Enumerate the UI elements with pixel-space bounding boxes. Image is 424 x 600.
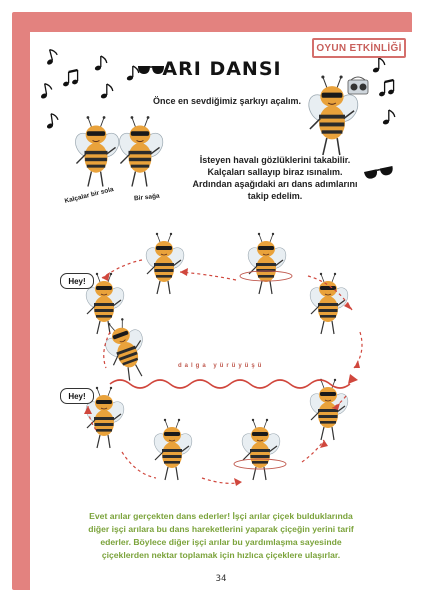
instructions (170, 154, 380, 202)
page-number: 34 (215, 574, 227, 584)
boombox-icon (348, 77, 368, 94)
music-note-icon (94, 56, 107, 71)
bee-illustration (95, 313, 158, 386)
bee-illustration (115, 116, 167, 186)
bee-illustration (143, 233, 188, 294)
music-note-icon (38, 83, 53, 100)
caption-right: Bir sağa (133, 192, 160, 203)
instruction-line: Kalçaları sallayıp biraz ısınalım. (207, 167, 343, 177)
speech-bubble: Hey! (60, 388, 94, 404)
wave-walk-label: dalga yürüyüşü (178, 363, 265, 369)
speech-bubble: Hey! (60, 273, 94, 289)
music-note-icon (382, 110, 395, 125)
music-note-icon (45, 113, 60, 130)
page-frame (12, 12, 412, 590)
closing-line: diğer işçi arılara bu dans hareketlerini yaparak çiçeğin yerini tarif (88, 524, 354, 534)
bee-illustration (245, 233, 290, 294)
bee-illustration (71, 116, 123, 186)
music-note-icon (372, 58, 385, 73)
closing-line: ederler. Böylece diğer işçi arılar bu yardımlaşma sayesinde (100, 537, 342, 547)
music-note-icon (62, 70, 78, 87)
bee-illustration (239, 419, 284, 480)
caption-left: Kalçalar bir sola (63, 186, 115, 205)
music-note-icon (378, 80, 394, 97)
music-note-icon (100, 84, 113, 99)
wave-path (110, 380, 350, 388)
instruction-line: İsteyen havalı gözlüklerini takabilir. (199, 155, 351, 165)
sunglasses-icon (138, 66, 164, 74)
illustrations (30, 32, 412, 590)
page (30, 32, 412, 590)
activity-tag: OYUN ETKİNLİĞİ (312, 38, 406, 58)
intro-text: Önce en sevdiğimiz şarkıyı açalım. (152, 96, 302, 106)
closing-line: Evet arılar gerçekten dans ederler! İşçi arılar çiçek bulduklarında (89, 511, 353, 521)
page-title: ARI DANSI (162, 58, 282, 80)
music-note-icon (43, 48, 59, 66)
closing-paragraph (48, 510, 394, 562)
instruction-line: Ardından aşağıdaki arı dans adımlarını (192, 179, 358, 189)
music-note-icon (126, 66, 139, 81)
closing-line: çiçeklerden nektar toplamak için hızlıca çiçeklere ulaşırlar. (101, 550, 341, 560)
bee-illustration (307, 273, 352, 334)
bee-illustration (151, 419, 196, 480)
instruction-line: takip edelim. (247, 191, 303, 201)
